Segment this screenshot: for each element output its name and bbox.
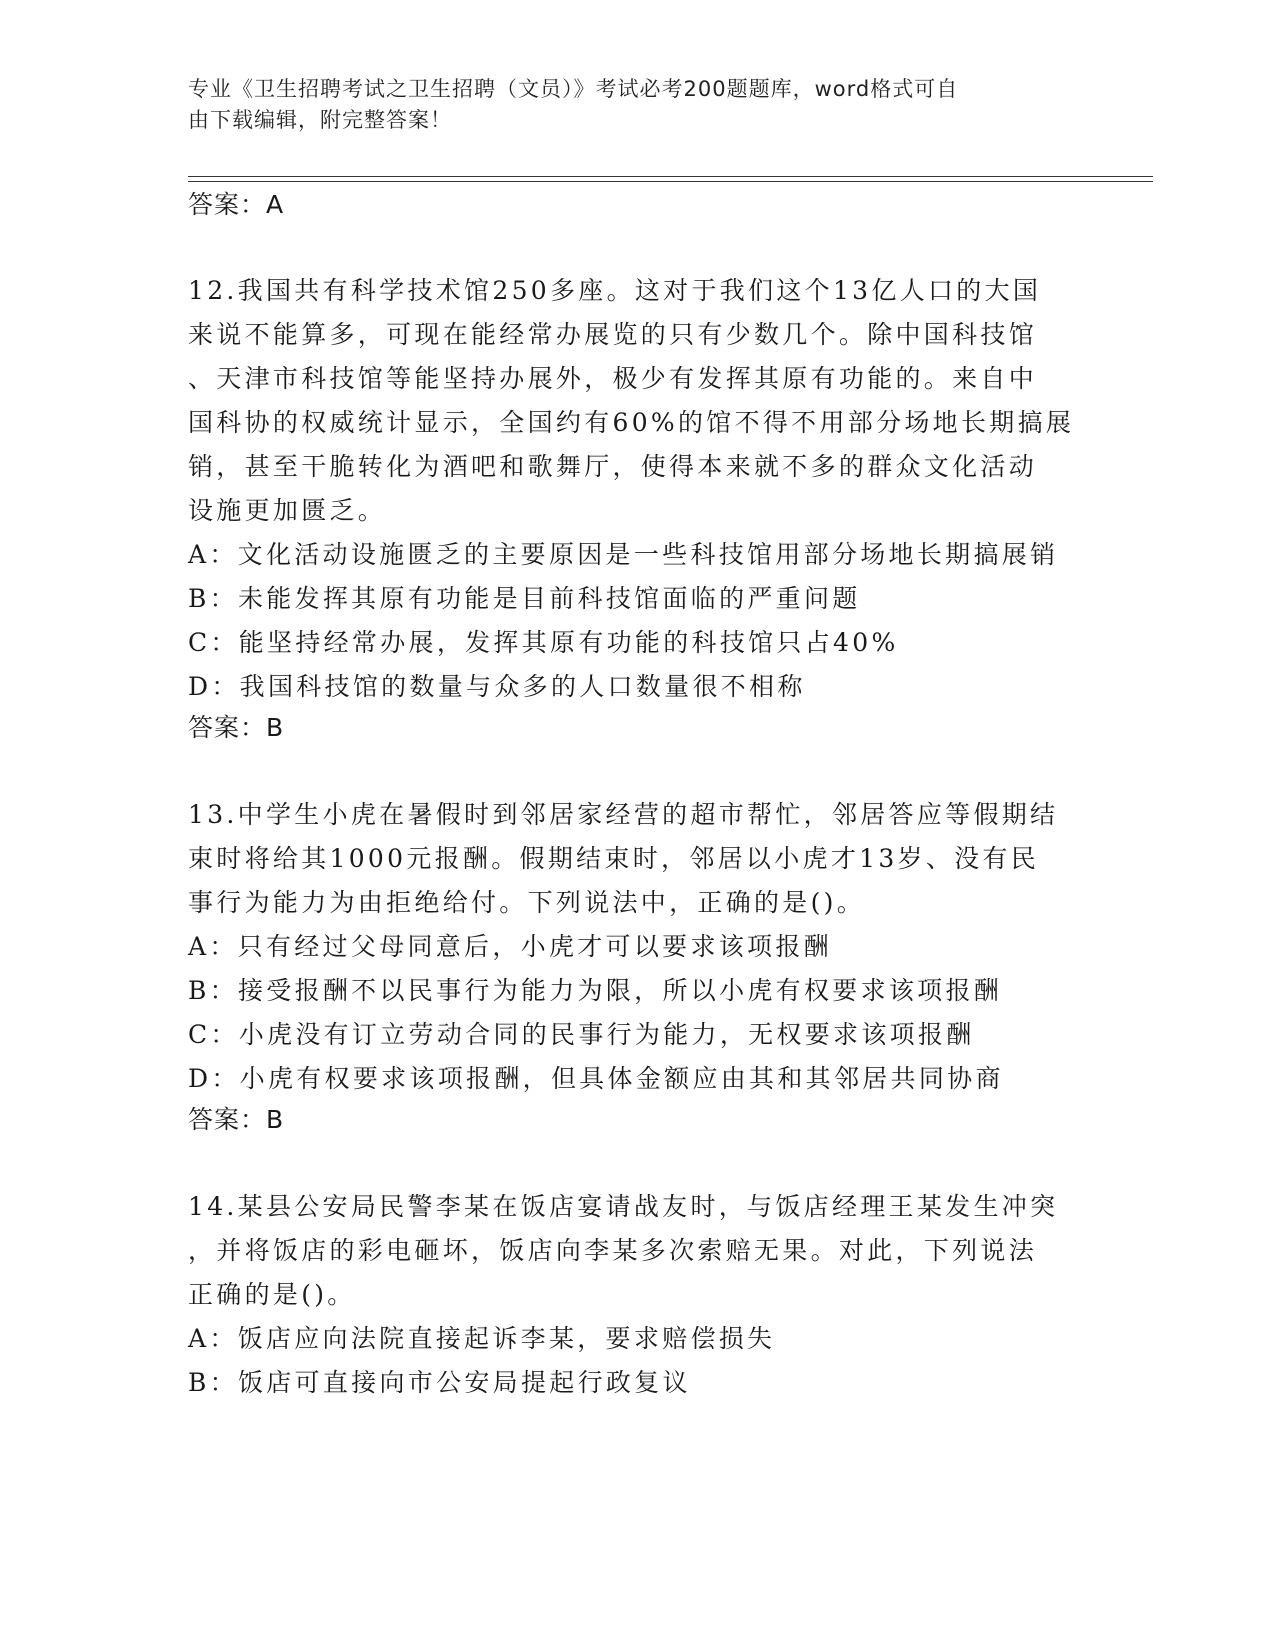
q14-stem-line: ，并将饭店的彩电砸坏，饭店向李某多次索赔无果。对此，下列说法 xyxy=(188,1236,1038,1265)
q13-option-a: A：只有经过父母同意后，小虎才可以要求该项报酬 xyxy=(188,932,832,961)
q12-stem-line: 来说不能算多，可现在能经常办展览的只有少数几个。除中国科技馆 xyxy=(188,320,1038,349)
q12-option-c: C：能坚持经常办展，发挥其原有功能的科技馆只占40% xyxy=(188,628,899,657)
q12-stem-line: 12.我国共有科学技术馆250多座。这对于我们这个13亿人口的大国 xyxy=(188,276,1042,305)
document-header xyxy=(188,74,1068,136)
q12-option-d: D：我国科技馆的数量与众多的人口数量很不相称 xyxy=(188,672,806,701)
q13-stem-line: 事行为能力为由拒绝给付。下列说法中，正确的是()。 xyxy=(188,888,866,917)
q12-stem-line: 国科协的权威统计显示，全国约有60%的馆不得不用部分场地长期搞展 xyxy=(188,408,1075,437)
header-rule-bottom xyxy=(188,181,1153,182)
q13-answer: 答案：B xyxy=(188,1105,285,1134)
header-line-2: 由下载编辑，附完整答案！ xyxy=(188,108,452,132)
q12-stem-line: 销，甚至干脆转化为酒吧和歌舞厅，使得本来就不多的群众文化活动 xyxy=(188,452,1038,481)
q14-stem-line: 14.某县公安局民警李某在饭店宴请战友时，与饭店经理王某发生冲突 xyxy=(188,1192,1059,1221)
q12-stem-line: 设施更加匮乏。 xyxy=(188,496,387,525)
q13-stem-line: 13.中学生小虎在暑假时到邻居家经营的超市帮忙，邻居答应等假期结 xyxy=(188,800,1059,829)
q14-option-b: B：饭店可直接向市公安局提起行政复议 xyxy=(188,1368,691,1397)
header-line-1: 专业《卫生招聘考试之卫生招聘（文员）》考试必考200题题库，word格式可自 xyxy=(188,77,959,101)
q12-stem-line: 、天津市科技馆等能坚持办展外，极少有发挥其原有功能的。来自中 xyxy=(188,364,1038,393)
q13-option-d: D：小虎有权要求该项报酬，但具体金额应由其和其邻居共同协商 xyxy=(188,1064,1004,1093)
q13-option-b: B：接受报酬不以民事行为能力为限，所以小虎有权要求该项报酬 xyxy=(188,976,1003,1005)
q13-stem-line: 束时将给其1000元报酬。假期结束时，邻居以小虎才13岁、没有民 xyxy=(188,844,1040,873)
header-rule-top xyxy=(188,176,1153,177)
q12-answer: 答案：B xyxy=(188,713,285,742)
q14-stem-line: 正确的是()。 xyxy=(188,1280,356,1309)
previous-answer: 答案：A xyxy=(188,190,285,219)
q13-option-c: C：小虎没有订立劳动合同的民事行为能力，无权要求该项报酬 xyxy=(188,1020,975,1049)
q12-option-a: A：文化活动设施匮乏的主要原因是一些科技馆用部分场地长期搞展销 xyxy=(188,540,1059,569)
q12-option-b: B：未能发挥其原有功能是目前科技馆面临的严重问题 xyxy=(188,584,861,613)
q14-option-a: A：饭店应向法院直接起诉李某，要求赔偿损失 xyxy=(188,1324,776,1353)
